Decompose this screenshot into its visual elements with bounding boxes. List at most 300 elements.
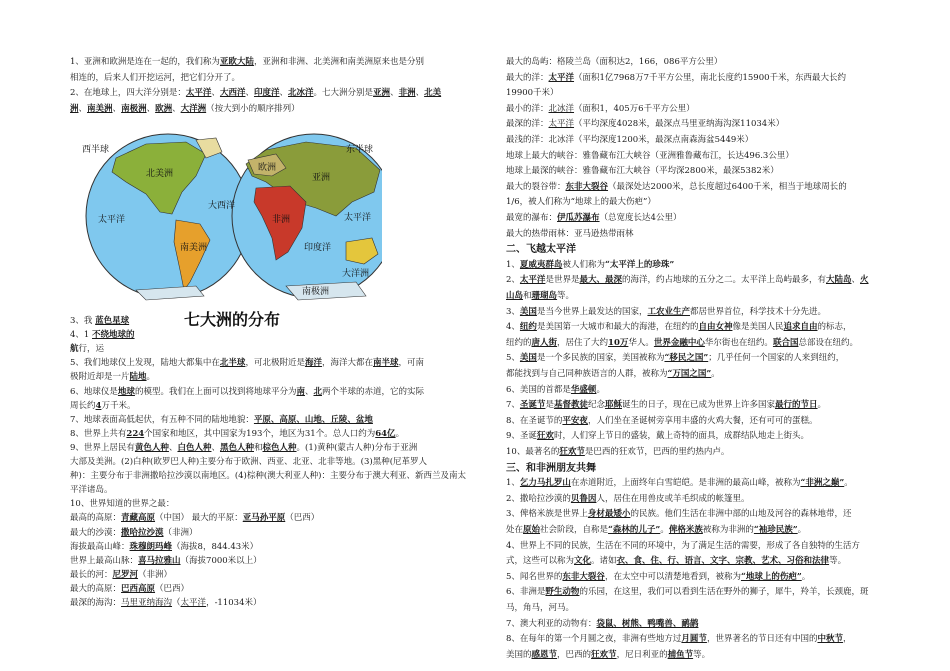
text-segment: 都居世界首位，科学技术十分先进。 bbox=[689, 306, 826, 317]
text-segment: 感恩节 bbox=[531, 649, 558, 660]
text-segment: 周长约 bbox=[70, 400, 96, 411]
text-segment: 原始 bbox=[523, 525, 541, 535]
text-segment: （ bbox=[172, 598, 181, 608]
label-west-hemisphere: 西半球 bbox=[82, 145, 110, 155]
text-segment: 最高的高原： bbox=[70, 513, 122, 524]
text-line bbox=[506, 650, 710, 661]
text-line bbox=[70, 429, 404, 440]
text-segment: 海拔最高山峰： bbox=[70, 541, 130, 552]
text-segment: 美国的 bbox=[506, 649, 532, 660]
text-segment: 10、最著名的 bbox=[506, 447, 560, 457]
text-segment: 是 bbox=[545, 400, 554, 411]
text-segment: （非洲） bbox=[138, 569, 173, 580]
text-segment: 月圆节 bbox=[681, 634, 707, 645]
label-pacific-west: 太平洋 bbox=[98, 215, 126, 225]
text-segment: 亚洲 bbox=[373, 88, 391, 99]
text-line bbox=[70, 358, 424, 369]
text-segment: 、 bbox=[146, 103, 156, 114]
text-segment: 9、世界上居民有 bbox=[70, 442, 135, 453]
text-segment: 、 bbox=[168, 442, 178, 453]
text-line bbox=[506, 619, 698, 630]
text-segment: 4、1 bbox=[70, 330, 90, 341]
text-segment: （中国） 最大的平原： bbox=[155, 513, 243, 524]
text-segment: 南半球 bbox=[372, 358, 399, 369]
text-line bbox=[506, 603, 574, 614]
text-segment: 洲 bbox=[70, 103, 79, 114]
text-segment: （非洲） bbox=[163, 527, 198, 538]
text-line bbox=[506, 244, 576, 256]
text-line bbox=[506, 525, 806, 536]
text-segment: 地球 bbox=[117, 386, 135, 397]
text-segment: 野生动物 bbox=[545, 587, 580, 598]
text-segment: 马里亚纳海沟 bbox=[121, 598, 173, 608]
text-segment: 4、 bbox=[506, 322, 520, 333]
text-segment: 是一个多民族的国家，美国被称为 bbox=[536, 353, 665, 364]
text-segment: 的民族。他们生活在非洲中部的山地及河谷的森林地带，还 bbox=[630, 509, 852, 520]
text-line bbox=[506, 338, 858, 349]
text-segment: 在赤道附近，上面终年白雪皑皑。是非洲的最高山峰，被称为 bbox=[570, 478, 801, 489]
text-segment: 亚马孙平原 bbox=[242, 513, 286, 524]
text-segment: 5、我们地球仪上发现，陆地大都集中在 bbox=[70, 358, 220, 369]
text-segment: 。 bbox=[596, 384, 605, 395]
text-segment: 。 bbox=[660, 525, 669, 535]
text-segment: 平洋诸岛。 bbox=[70, 485, 113, 496]
text-segment: 航 bbox=[70, 344, 79, 355]
text-segment: “太平洋上的珍珠” bbox=[604, 259, 675, 270]
text-segment: 最大的高原： bbox=[70, 583, 122, 594]
text-line bbox=[70, 528, 198, 539]
text-segment: 是美国第一大城市和最大的海港，在纽约的 bbox=[536, 322, 699, 333]
text-segment: 火 bbox=[860, 275, 869, 286]
text-segment: 美国 bbox=[519, 353, 537, 364]
text-segment: 的乐园，在这里，我们可以看到生活在野外的狮子，犀牛，羚羊，长颈鹿，斑 bbox=[579, 587, 869, 598]
text-line bbox=[70, 598, 261, 609]
text-segment: 平原、高原、山地、丘陵、盆地 bbox=[253, 414, 373, 425]
text-segment: 时，人们穿上节日的盛装，戴上奇特的面具，成群结队地走上街头。 bbox=[553, 431, 809, 442]
text-line bbox=[70, 584, 189, 595]
text-segment: 像是美国人民 bbox=[732, 322, 784, 333]
text-segment: ，在太空中可以清楚地看到，被称为 bbox=[604, 571, 741, 582]
text-segment: 、 bbox=[172, 103, 181, 114]
text-segment: （按大到小的顺序排列） bbox=[206, 103, 300, 114]
text-line bbox=[506, 260, 674, 271]
text-segment: 世界金融中心 bbox=[653, 337, 705, 348]
text-segment: 7、澳大利亚的动物有： bbox=[506, 618, 597, 629]
text-segment: 7、地球表面高低起伏，有五种不同的陆地地貌： bbox=[70, 414, 254, 425]
text-segment: （巴西） bbox=[155, 583, 190, 594]
text-line bbox=[70, 570, 172, 581]
text-segment: 伊瓜苏瀑布 bbox=[557, 213, 600, 223]
text-segment: 、 bbox=[78, 103, 88, 114]
label-indian: 印度洋 bbox=[304, 243, 332, 253]
text-line bbox=[506, 541, 860, 552]
text-segment: 。 bbox=[817, 400, 827, 411]
text-segment: 捕鱼节 bbox=[667, 649, 694, 660]
text-line bbox=[70, 415, 373, 426]
text-segment: 是世界是 bbox=[545, 275, 580, 286]
text-segment: 3、俾格米族是世界上 bbox=[506, 509, 588, 520]
text-segment: （巴西） bbox=[285, 513, 320, 524]
text-line bbox=[506, 509, 851, 520]
text-segment: 世界上最高山脉： bbox=[70, 555, 139, 566]
text-segment: 欧洲 bbox=[155, 103, 173, 114]
text-line bbox=[70, 499, 174, 510]
text-segment: 最大的洋： bbox=[506, 72, 549, 83]
text-segment: 青藏高原 bbox=[121, 513, 156, 524]
text-segment: 俾格米族 bbox=[668, 525, 703, 535]
text-line bbox=[506, 275, 869, 286]
text-segment: 。(1)黄种(蒙古人种)分布于亚洲 bbox=[296, 442, 418, 453]
text-segment: 中秋节 bbox=[817, 634, 843, 645]
text-segment: 大西洋 bbox=[219, 88, 246, 99]
text-segment: 被称为非洲的 bbox=[702, 525, 754, 535]
text-segment: 。 bbox=[395, 428, 405, 439]
text-segment: 马，角马，河马。 bbox=[506, 603, 575, 613]
text-segment: 。 bbox=[146, 372, 156, 383]
text-segment: 最大的沙漠： bbox=[70, 527, 122, 538]
text-segment: 。 bbox=[844, 478, 853, 489]
text-segment: 黑色人种 bbox=[219, 442, 254, 453]
text-segment: 大洋洲 bbox=[180, 103, 207, 114]
text-segment: 6、地球仪是 bbox=[70, 386, 118, 397]
text-segment: 、 bbox=[851, 275, 861, 286]
text-segment: ，居住了大约 bbox=[557, 337, 609, 348]
text-segment: 种)：主要分布于非洲撒哈拉沙漠以南地区。(4)棕种(澳大利亚人种)：主要分布于澳大利亚、新西兰及南太 bbox=[70, 471, 466, 482]
text-segment: 诞生的日子，现在已成为世界上许多国家 bbox=[622, 400, 776, 411]
text-line bbox=[506, 572, 810, 583]
continents-map bbox=[76, 130, 382, 330]
text-segment: 狂欢 bbox=[536, 431, 554, 442]
text-segment: 9、圣诞 bbox=[506, 431, 537, 442]
text-segment: 大陆岛 bbox=[825, 275, 852, 286]
text-line bbox=[506, 353, 844, 364]
text-segment: 2、 bbox=[506, 275, 520, 286]
text-segment: 、 bbox=[390, 88, 399, 99]
text-segment: 是巴西的狂欢节，巴西的里约热内卢。 bbox=[584, 447, 730, 457]
label-east-hemisphere: 东半球 bbox=[346, 145, 374, 155]
text-segment: 社会阶段，自称是 bbox=[540, 525, 609, 535]
text-segment: 最宽的瀑布： bbox=[506, 213, 558, 223]
text-line bbox=[506, 213, 681, 224]
text-segment: 尼罗河 bbox=[112, 569, 139, 580]
text-line bbox=[506, 447, 729, 458]
text-segment: “万国之国” bbox=[667, 369, 712, 379]
text-segment: 、 bbox=[245, 88, 254, 99]
text-segment: 19900千米） bbox=[506, 88, 559, 99]
map-title: 七大洲的分布 bbox=[183, 310, 281, 329]
text-segment: ；几乎任何一个国家的人来到纽约， bbox=[708, 353, 845, 364]
text-segment: 最长的河： bbox=[70, 569, 113, 580]
label-africa: 非洲 bbox=[272, 215, 291, 225]
text-segment: 太平洋 bbox=[185, 88, 212, 99]
text-line bbox=[506, 197, 656, 208]
text-line bbox=[70, 542, 258, 553]
label-oceania: 大洋洲 bbox=[342, 269, 370, 279]
text-line bbox=[506, 307, 826, 318]
label-asia: 亚洲 bbox=[312, 173, 331, 183]
text-segment: 行，运 bbox=[78, 344, 105, 355]
text-segment: 太平洋 bbox=[519, 275, 546, 286]
text-segment: 2、在地球上，四大洋分别是： bbox=[70, 88, 186, 99]
text-segment: 圣诞节 bbox=[519, 400, 546, 411]
text-segment: 4、世界上不同的民族，生活在不同的环境中，为了满足生活的需要，形成了各自独特的生活方 bbox=[506, 540, 860, 551]
text-segment: 3、我 bbox=[70, 316, 93, 326]
text-segment: 万千米。 bbox=[101, 400, 136, 411]
text-segment: 北美 bbox=[424, 88, 442, 99]
text-segment: 的模型。我们在上面可以找到将地球平分为 bbox=[134, 386, 297, 397]
text-segment: 乞力马扎罗山 bbox=[519, 478, 571, 489]
text-segment: 的海洋，约占地球的五分之二。太平洋上岛屿最多，有 bbox=[621, 275, 826, 286]
label-pacific-east: 太平洋 bbox=[344, 213, 372, 223]
text-segment: 、 bbox=[279, 88, 289, 99]
text-segment: 蓝色星球 bbox=[95, 316, 130, 326]
text-segment: 平安夜 bbox=[562, 415, 588, 426]
text-segment: 等。 bbox=[557, 291, 575, 301]
text-segment: （最深处达2000米，总长度超过6400千米，相当于地球周长的 bbox=[608, 181, 847, 192]
text-segment: 袋鼠、树熊、鸭嘴兽、鸸鹋 bbox=[596, 618, 699, 629]
text-segment: 衣、食、住、行、语言、文字、宗教、艺术、习俗和法律 bbox=[616, 556, 830, 567]
text-segment: 华人。 bbox=[628, 337, 654, 348]
text-segment: 7、 bbox=[506, 400, 520, 411]
text-line bbox=[506, 119, 784, 130]
text-segment: 相连的，后来人们开挖运河，把它们分开了。 bbox=[70, 72, 241, 83]
text-segment: 自由女神 bbox=[698, 322, 733, 333]
text-segment: （面积1，405万6千平方公里） bbox=[574, 103, 695, 114]
text-segment: 海洋 bbox=[304, 358, 322, 369]
label-south-america: 南美洲 bbox=[180, 243, 208, 253]
text-segment: 工农业生产 bbox=[647, 306, 690, 317]
text-line bbox=[506, 587, 868, 598]
text-line bbox=[506, 73, 846, 84]
text-line bbox=[70, 471, 466, 482]
text-line bbox=[506, 416, 817, 427]
text-segment: 、 bbox=[415, 88, 425, 99]
text-segment: 最深的海沟： bbox=[70, 598, 122, 608]
text-segment: 纽约的 bbox=[506, 337, 532, 348]
text-segment: 1/6，被人们称为“地球上的最大伤疤”） bbox=[506, 197, 656, 208]
text-segment: “非洲之巅” bbox=[800, 478, 845, 489]
text-line bbox=[506, 291, 574, 302]
text-segment: 基督教徒 bbox=[553, 400, 588, 411]
text-segment: 东非大裂谷 bbox=[562, 571, 605, 582]
text-segment: 两个半球的赤道，它的实际 bbox=[322, 386, 425, 397]
label-antarctica: 南极洲 bbox=[302, 287, 330, 297]
text-line bbox=[506, 556, 846, 567]
text-line bbox=[506, 104, 695, 115]
text-segment: “袖珍民族” bbox=[753, 525, 798, 535]
text-segment: 、 bbox=[112, 103, 122, 114]
text-segment: 式，这些可以称为 bbox=[506, 556, 575, 567]
text-line bbox=[506, 431, 809, 442]
text-segment: ，海洋大都在 bbox=[321, 358, 373, 369]
text-line bbox=[70, 104, 300, 115]
text-segment: 狂欢节 bbox=[559, 447, 585, 457]
text-segment: 狂欢节 bbox=[591, 649, 617, 660]
text-segment: ，可南 bbox=[398, 358, 425, 369]
text-segment: 10、世界知道的世界之最： bbox=[70, 499, 175, 510]
text-line bbox=[70, 443, 417, 454]
text-segment: 太平洋 bbox=[180, 598, 207, 608]
label-north-america: 北美洲 bbox=[146, 169, 174, 179]
text-line bbox=[506, 182, 847, 193]
text-segment: （面积1亿7968万7千平方公里，南北长度约15900千米，东西最大长约 bbox=[574, 72, 847, 83]
text-segment: 三、和非洲朋友共舞 bbox=[506, 462, 596, 474]
text-segment: 最深的洋： bbox=[506, 119, 549, 130]
label-atlantic: 大西洋 bbox=[208, 201, 236, 211]
text-segment: ，巴西的 bbox=[557, 649, 592, 660]
text-segment: “森林的儿子” bbox=[608, 525, 661, 535]
text-segment: 夏威夷群岛 bbox=[519, 259, 563, 270]
text-segment: 、 bbox=[211, 88, 220, 99]
text-line bbox=[506, 151, 794, 162]
text-segment: 被人们称为 bbox=[562, 259, 605, 270]
text-segment: 个国家和地区，其中国家为193个，地区为31个。总人口约为 bbox=[144, 428, 376, 439]
text-segment: 大部及美洲。(2)白种(欧罗巴人种)主要分布于欧洲、西亚、北亚、北非等地。(3)黑种(尼革罗人 bbox=[70, 457, 428, 467]
text-segment: 最行的节日 bbox=[775, 400, 818, 411]
text-segment: 巴西高原 bbox=[121, 583, 156, 594]
text-segment: 6、非洲是 bbox=[506, 587, 546, 598]
text-line bbox=[70, 344, 104, 355]
text-segment: 南美洲 bbox=[87, 103, 113, 114]
text-line bbox=[506, 322, 852, 333]
text-segment: 北半球 bbox=[219, 358, 246, 369]
text-line bbox=[70, 513, 319, 524]
text-segment: 人，居住在用兽皮或羊毛织成的帐篷里。 bbox=[596, 493, 750, 504]
text-segment: 等。 bbox=[693, 649, 711, 660]
text-segment: 北冰洋 bbox=[288, 88, 314, 99]
text-segment: 。诸如 bbox=[591, 556, 617, 567]
text-line bbox=[70, 372, 155, 383]
text-segment: 纽约 bbox=[519, 322, 537, 333]
text-segment: 、 bbox=[211, 442, 220, 453]
text-segment: 非洲 bbox=[398, 88, 416, 99]
text-segment: 南 bbox=[296, 386, 305, 397]
text-segment: 1、亚洲和欧洲是连在一起的，我们称为 bbox=[70, 57, 220, 67]
text-segment: ，人们坐在圣诞树旁享用丰盛的火鸡大餐，还有可可的蛋糕。 bbox=[587, 415, 818, 426]
text-segment: 地球上最深的峡谷：雅鲁藏布江大峡谷（平均深2800米，最深5382米） bbox=[506, 166, 779, 177]
text-segment: 珊瑚岛 bbox=[531, 291, 558, 301]
text-segment: 撒哈拉沙漠 bbox=[121, 527, 164, 538]
text-line bbox=[506, 463, 596, 475]
text-segment: 极附近却是一片 bbox=[70, 372, 130, 383]
text-segment: 4 bbox=[95, 400, 102, 411]
text-line bbox=[506, 229, 634, 240]
text-segment: 8、在每年的第一个月圆之夜，非洲有些地方过 bbox=[506, 634, 682, 645]
text-segment: 黄色人种 bbox=[134, 442, 169, 453]
text-segment: 亚欧大陆 bbox=[219, 57, 254, 67]
text-segment: 2、撒哈拉沙漠的 bbox=[506, 493, 571, 504]
text-segment: 贝鲁因 bbox=[570, 493, 597, 504]
text-segment: 3、 bbox=[506, 306, 520, 317]
text-segment: 1、 bbox=[506, 259, 520, 270]
text-segment: 最小的洋： bbox=[506, 103, 549, 114]
text-segment: 山岛 bbox=[506, 291, 524, 301]
text-segment: 。七大洲分别是 bbox=[313, 88, 374, 99]
text-segment: 北 bbox=[313, 386, 322, 397]
text-segment: 最大、最深 bbox=[579, 275, 622, 286]
text-line bbox=[70, 485, 113, 496]
text-segment: （总宽度长达4公里） bbox=[599, 213, 682, 223]
text-segment: 喜马拉雅山 bbox=[138, 555, 181, 566]
text-segment: 是当今世界上最发达的国家， bbox=[536, 306, 648, 317]
text-segment: 太平洋 bbox=[548, 72, 575, 83]
text-line bbox=[506, 385, 605, 396]
text-segment: 南极洲 bbox=[121, 103, 147, 114]
text-line bbox=[506, 88, 559, 99]
text-line bbox=[506, 634, 851, 645]
text-segment: 5、 bbox=[506, 353, 520, 364]
text-segment: ，可北极附近是 bbox=[245, 358, 305, 369]
text-line bbox=[70, 401, 135, 412]
text-segment: 文化 bbox=[574, 556, 592, 567]
text-segment: 最浅的洋：北冰洋（平均深度1200米，最深点南森海盆5449米） bbox=[506, 135, 754, 145]
text-segment: 陆地 bbox=[129, 372, 147, 383]
text-segment: 二、飞越太平洋 bbox=[506, 244, 576, 256]
text-segment: 。 bbox=[801, 571, 811, 582]
text-segment: ，世界著名的节日还有中国的 bbox=[706, 634, 818, 645]
text-segment: 总部设在纽约。 bbox=[798, 337, 858, 348]
text-segment: （平均深度4028米，最深点马里亚纳海沟深11034米） bbox=[574, 119, 785, 130]
text-segment: 华盛顿 bbox=[570, 384, 597, 395]
text-segment: 追求自由 bbox=[783, 322, 818, 333]
text-segment: 等。 bbox=[829, 556, 847, 567]
text-segment: 1、 bbox=[506, 478, 520, 489]
text-segment: 不绕地球的 bbox=[92, 330, 135, 341]
text-segment: 北冰洋 bbox=[548, 103, 575, 114]
text-segment: 纪念 bbox=[587, 400, 605, 411]
text-segment: 8、世界上共有 bbox=[70, 428, 127, 439]
text-segment: 棕色人种 bbox=[262, 442, 297, 453]
text-segment: ， bbox=[842, 634, 852, 645]
text-segment: 身材最矮小 bbox=[587, 509, 631, 520]
text-line bbox=[70, 88, 441, 99]
text-segment: 的标志， bbox=[817, 322, 852, 333]
text-segment: 最大的裂谷带： bbox=[506, 181, 566, 192]
text-segment: 美国 bbox=[519, 306, 537, 317]
text-line bbox=[70, 387, 424, 398]
text-segment: 处在 bbox=[506, 525, 524, 535]
text-segment: 10万 bbox=[608, 337, 629, 348]
text-line bbox=[506, 478, 853, 489]
text-segment: 华尔街也在纽约。 bbox=[704, 337, 773, 348]
text-segment: 唐人街 bbox=[531, 337, 558, 348]
world-map-figure bbox=[76, 130, 382, 330]
text-segment: 、 bbox=[304, 386, 314, 397]
text-segment: 224 bbox=[126, 428, 145, 439]
text-line bbox=[506, 494, 749, 505]
label-europe: 欧洲 bbox=[258, 163, 277, 173]
text-segment: 耶稣 bbox=[604, 400, 622, 411]
text-segment: 最大的热带雨林：亚马逊热带雨林 bbox=[506, 228, 634, 239]
text-segment: 最大的岛屿：格陵兰岛（面积达2，166，086平方公里） bbox=[506, 57, 723, 67]
text-line bbox=[70, 457, 427, 468]
text-line bbox=[70, 57, 424, 68]
text-segment: （海拔8，844.43米） bbox=[172, 541, 259, 552]
text-segment: ，-11034米） bbox=[206, 598, 262, 608]
text-segment: 5、闻名世界的 bbox=[506, 571, 563, 582]
text-segment: “地球上的伤疤” bbox=[740, 571, 802, 582]
text-line bbox=[506, 57, 722, 68]
text-segment: （海拔7000米以上） bbox=[180, 555, 262, 566]
text-segment: 印度洋 bbox=[253, 88, 280, 99]
text-segment: ，尼日利亚的 bbox=[616, 649, 668, 660]
text-line bbox=[506, 369, 720, 380]
text-segment: 8、在圣诞节的 bbox=[506, 415, 563, 426]
text-segment: 都能找到与自己同种族语言的人群，被称为 bbox=[506, 369, 668, 379]
text-segment: ，亚洲和非洲、北美洲和南美洲原来也是分别 bbox=[253, 57, 424, 67]
text-segment: 地球上最大的峡谷：雅鲁藏布江大峡谷（亚洲雅鲁藏布江，长达496.3公里） bbox=[506, 150, 794, 161]
text-segment: 64亿 bbox=[375, 428, 396, 439]
